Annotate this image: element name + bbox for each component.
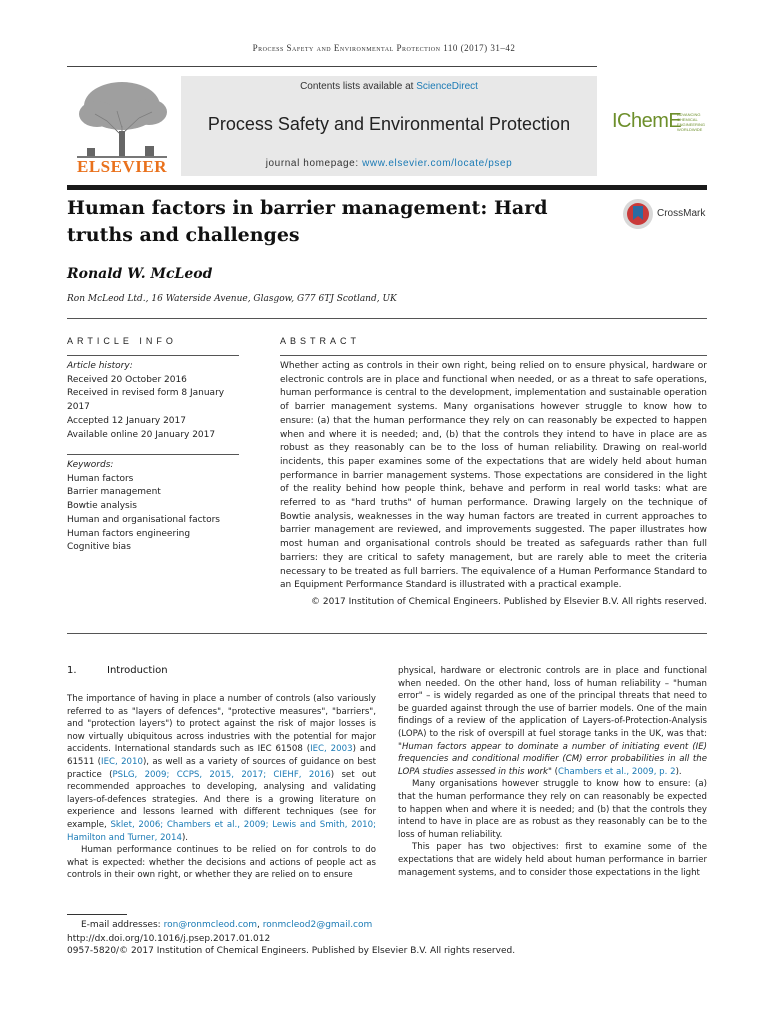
citation-link[interactable]: PSLG, 2009; CCPS, 2015, 2017; CIEHF, 2016 <box>112 769 331 780</box>
text-run: The importance of having in place a number of controls (also variously referred to as "layers of defences", "protective measures", "barriers", and "protection layers") to protect against the risk of major losses is now virtually ubiquitous across industries with the potential for major accidents. International standards such as IEC 61508 ( <box>67 694 376 755</box>
email-line <box>67 920 372 930</box>
paragraph: Human performance continues to be relied on for controls to do what is expected: whether the decisions and actions of people act as controls in their own right, or whether they are relied on to ensure <box>67 845 376 881</box>
paragraph <box>398 665 707 778</box>
text-run: ) and 61511 ( <box>67 744 376 767</box>
keywords-rule <box>67 454 239 455</box>
history-item: Accepted 12 January 2017 <box>67 415 186 426</box>
abstract-rule <box>280 355 707 356</box>
keywords-label: Keywords: <box>67 460 114 470</box>
text-run: ), as well as a variety of sources of guidance on best practice ( <box>67 756 376 780</box>
journal-title: Process Safety and Environmental Protection <box>207 114 571 134</box>
left-column <box>67 693 376 882</box>
article-info-rule <box>67 355 239 356</box>
keyword: Barrier management <box>67 487 161 498</box>
elsevier-wordmark: ELSEVIER <box>77 157 167 176</box>
history-item: Received 20 October 2016 <box>67 374 187 385</box>
paragraph: This paper has two objectives: first to examine some of the expectations that are widely held about human performance in barrier management systems, and to consider those expectations in the light <box>398 842 707 878</box>
article-title: Human factors in barrier management: Hard truths and challenges <box>67 197 548 246</box>
crossmark-label[interactable]: CrossMark <box>657 208 706 219</box>
text-run: ). <box>675 766 682 777</box>
icheme-logo: IChemE <box>612 110 682 132</box>
text-run: ). <box>181 832 189 843</box>
paragraph <box>67 693 376 844</box>
email-link[interactable]: ron@ronmcleod.com <box>163 920 258 930</box>
crossmark-icon[interactable] <box>622 198 654 230</box>
text-run: " ( <box>548 766 559 777</box>
history-label: Article history: <box>67 361 133 371</box>
article-info-heading: ARTICLE INFO <box>67 336 177 346</box>
history-item: Received in revised form 8 January 2017 <box>67 388 225 413</box>
author-name: Ronald W. McLeod <box>67 266 213 282</box>
issn-line: 0957-5820/© 2017 Institution of Chemical Engineers. Published by Elsevier B.V. All rights reserved. <box>67 946 516 956</box>
info-top-rule <box>67 318 707 319</box>
abstract-bottom-rule <box>67 633 707 634</box>
paragraph: Many organisations however struggle to know how to ensure: (a) that the human performance they rely on can reasonably be expected to happen when and where it is needed; and (b) that the controls they intend to have in place are as robust as they reasonably can be to the loss of human reliability. <box>398 779 707 840</box>
homepage-prefix: journal homepage: <box>265 158 363 169</box>
abstract-copyright: © 2017 Institution of Chemical Engineers. Published by Elsevier B.V. All rights reserved. <box>311 597 707 607</box>
running-head: Process Safety and Environmental Protection 110 (2017) 31–42 <box>252 43 516 53</box>
keyword: Human factors <box>67 473 134 484</box>
text-run: ) set out recommended approaches to developing, analysing and validating layers-of-defences strategies. And there is a growing literature on experience and lessons learned with different techniques (see for example, <box>67 769 376 830</box>
title-rule <box>67 185 707 190</box>
quote: Human factors appear to dominate a number of initiating event (IE) frequencies and conditional modifier (CM) error probabilities in all the LOPA studies assessed in this work <box>398 741 707 777</box>
contents-prefix: Contents lists available at <box>300 81 417 92</box>
keyword: Bowtie analysis <box>67 501 137 512</box>
text-run: physical, hardware or electronic controls are in place and functional when needed. On the other hand, loss of human reliability – "human error" – is widely regarded as one of the principal threats that need to be guarded against through the use of barrier models. One of the main findings of a review of the application of Layers-of-Protection-Analysis (LOPA) to the risk of overspill at fuel storage tanks in the UK, was that: " <box>398 666 707 752</box>
keywords-block <box>67 459 239 555</box>
citation-link[interactable]: IEC, 2010 <box>101 756 143 767</box>
abstract-text: Whether acting as controls in their own right, being relied on to ensure physical, hardware or electronic controls are in place and functional when needed, or as a threat to safe operations, human performance is central to the development, implementation and sustainable operation of barrier management systems. Many organisations however struggle to know how to ensure: (a) that the human performance they rely on can reasonably be expected to happen when and where it is needed; and, (b) that the controls they intend to have in place are as robust as they reasonably can be to the loss of human reliability. Drawing on real-world incidents, this paper examines some of the expectations that are widely held about human performance in barrier management systems. Those expectations are considered in the light of the reality behind how people think, behave and perform in real world tasks: what are referred to as "hard truths" of human performance. Drawing largely on the technique of Bowtie analysis, weaknesses in the way human factors are treated in current approaches to barrier management are reviewed, and improvements suggested. The paper illustrates how most human and organisational controls should be treated as safeguards rather than full barriers: they are critical to safety management, but are rarely able to meet the criteria necessary to be treated as full barriers. The equivalence of a Human Performance Standard to an Equipment Performance Standard is illustrated with a practical example. <box>280 361 707 591</box>
header-rule <box>67 66 597 67</box>
keyword: Cognitive bias <box>67 542 131 553</box>
homepage-link[interactable]: www.elsevier.com/locate/psep <box>362 158 513 169</box>
citation-link[interactable]: Chambers et al., 2009, p. 2 <box>558 766 676 777</box>
section-heading <box>67 665 168 676</box>
icheme-tagline: ADVANCING CHEMICAL ENGINEERING WORLDWIDE <box>677 112 706 132</box>
contents-line <box>181 81 597 92</box>
footnote-rule <box>67 914 127 915</box>
abstract-heading: ABSTRACT <box>280 336 361 346</box>
keyword: Human factors engineering <box>67 528 191 539</box>
doi-link[interactable]: http://dx.doi.org/10.1016/j.psep.2017.01.012 <box>67 934 271 944</box>
section-title: Introduction <box>107 665 168 676</box>
homepage-line <box>181 158 597 169</box>
section-number: 1. <box>67 665 77 676</box>
sciencedirect-link[interactable]: ScienceDirect <box>416 81 478 92</box>
article-history <box>67 360 239 442</box>
email-link[interactable]: ronmcleod2@gmail.com <box>262 920 373 930</box>
citation-link[interactable]: Sklet, 2006; Chambers et al., 2009; Lewis and Smith, 2010; Hamilton and Turner, 2014 <box>67 819 377 843</box>
author-affiliation: Ron McLeod Ltd., 16 Waterside Avenue, Glasgow, G77 6TJ Scotland, UK <box>67 294 397 304</box>
keyword: Human and organisational factors <box>67 514 220 525</box>
email-separator: , <box>257 920 263 930</box>
email-label: E-mail addresses: <box>81 920 164 930</box>
history-item: Available online 20 January 2017 <box>67 429 216 440</box>
citation-link[interactable]: IEC, 2003 <box>310 744 353 755</box>
right-column <box>398 665 707 879</box>
